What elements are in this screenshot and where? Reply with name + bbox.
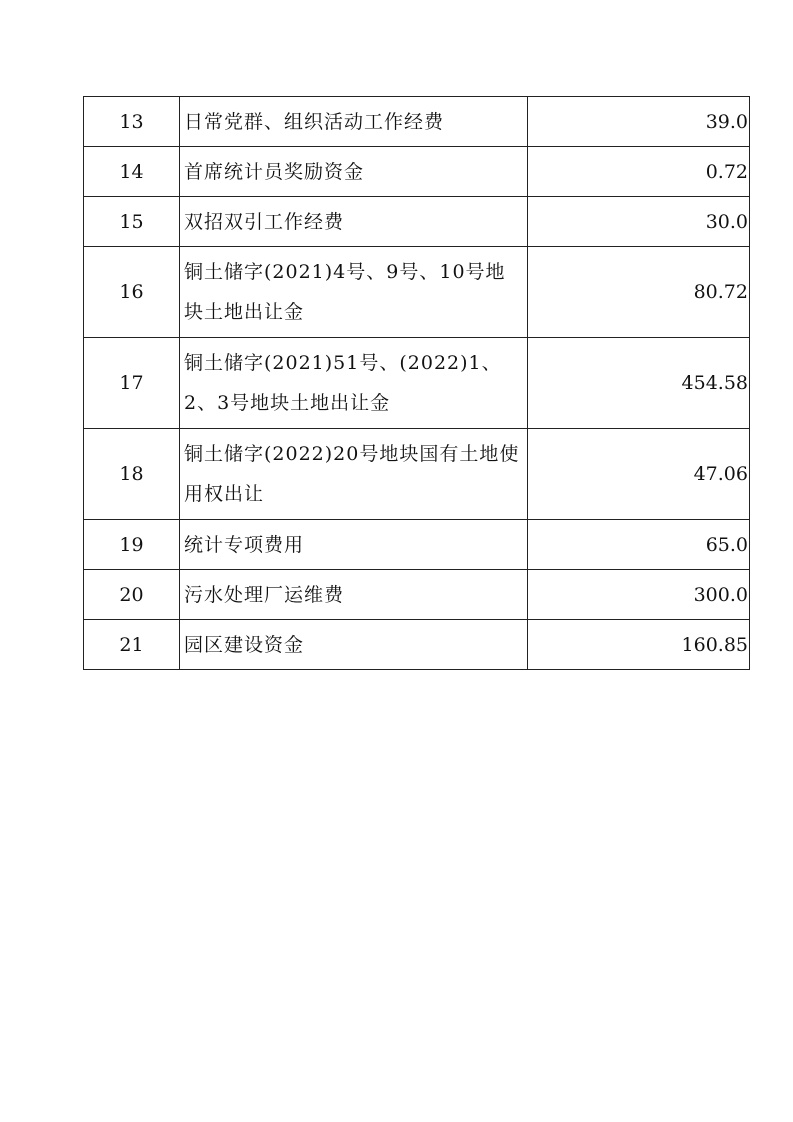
row-item: 铜土储字(2021)4号、9号、10号地块土地出让金 — [180, 247, 528, 338]
table-row — [84, 147, 750, 197]
row-item: 污水处理厂运维费 — [180, 570, 528, 620]
budget-table — [83, 96, 750, 670]
row-item: 日常党群、组织活动工作经费 — [180, 97, 528, 147]
row-item: 铜土储字(2022)20号地块国有土地使用权出让 — [180, 429, 528, 520]
row-amount: 160.85 — [528, 620, 750, 670]
row-amount: 80.72 — [528, 247, 750, 338]
table-row — [84, 97, 750, 147]
row-number: 15 — [84, 197, 180, 247]
table-row — [84, 620, 750, 670]
row-amount: 454.58 — [528, 338, 750, 429]
table-row — [84, 247, 750, 338]
row-number: 14 — [84, 147, 180, 197]
table-row — [84, 338, 750, 429]
row-number: 13 — [84, 97, 180, 147]
row-amount: 65.0 — [528, 520, 750, 570]
row-number: 17 — [84, 338, 180, 429]
row-amount: 30.0 — [528, 197, 750, 247]
row-item: 统计专项费用 — [180, 520, 528, 570]
table-row — [84, 520, 750, 570]
row-item: 铜土储字(2021)51号、(2022)1、2、3号地块土地出让金 — [180, 338, 528, 429]
row-amount: 0.72 — [528, 147, 750, 197]
row-number: 21 — [84, 620, 180, 670]
row-item: 园区建设资金 — [180, 620, 528, 670]
row-item: 双招双引工作经费 — [180, 197, 528, 247]
row-amount: 39.0 — [528, 97, 750, 147]
table-row — [84, 570, 750, 620]
row-number: 20 — [84, 570, 180, 620]
table-row — [84, 429, 750, 520]
row-number: 18 — [84, 429, 180, 520]
row-number: 16 — [84, 247, 180, 338]
row-amount: 300.0 — [528, 570, 750, 620]
row-amount: 47.06 — [528, 429, 750, 520]
table-row — [84, 197, 750, 247]
row-number: 19 — [84, 520, 180, 570]
row-item: 首席统计员奖励资金 — [180, 147, 528, 197]
